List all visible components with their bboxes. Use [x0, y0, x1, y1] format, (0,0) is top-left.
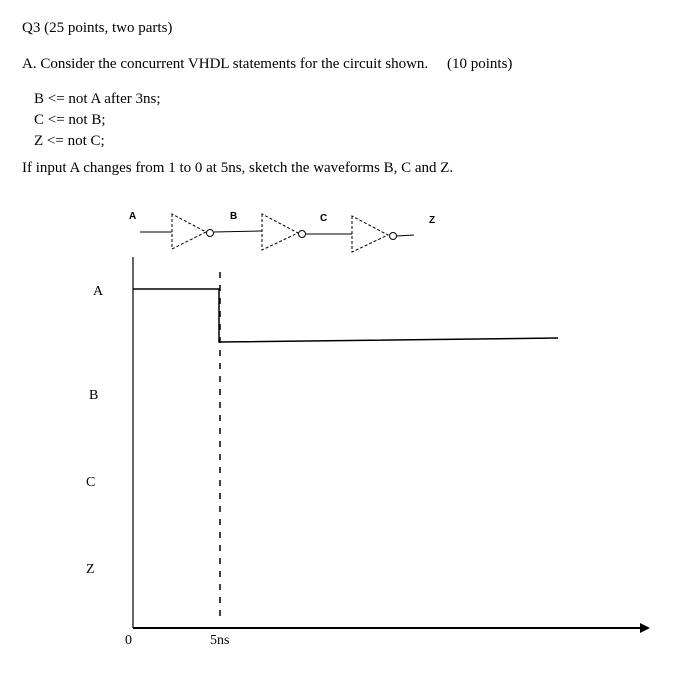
inverter-3 [352, 216, 388, 252]
x-tick-origin: 0 [125, 633, 132, 648]
inverter-3-bubble [390, 233, 397, 240]
circuit-label-c: C [320, 213, 328, 224]
signal-label-c: C [86, 475, 96, 490]
x-axis-arrow-icon [640, 623, 650, 633]
signal-label-b: B [89, 388, 99, 403]
inverter-1-bubble [207, 230, 214, 237]
part-a-text: A. Consider the concurrent VHDL statements for the circuit shown. [22, 56, 429, 72]
waveform-a [133, 289, 558, 342]
circuit-label-b: B [230, 211, 238, 222]
wire-z [397, 235, 414, 236]
vhdl-line: C <= not B; [34, 112, 106, 128]
inverter-circuit [140, 214, 414, 252]
signal-label-z: Z [86, 562, 95, 577]
wire-b [214, 231, 262, 232]
question-heading: Q3 (25 points, two parts) [22, 20, 173, 36]
vhdl-line: B <= not A after 3ns; [34, 91, 161, 107]
vhdl-line: Z <= not C; [34, 133, 105, 149]
x-tick-5ns: 5ns [210, 633, 230, 648]
inverter-2-bubble [299, 231, 306, 238]
inverter-2 [262, 214, 298, 250]
circuit-label-z: Z [429, 215, 436, 226]
inverter-1 [172, 214, 206, 249]
part-a-points: (10 points) [447, 56, 513, 72]
instruction-text: If input A changes from 1 to 0 at 5ns, sketch the waveforms B, C and Z. [22, 160, 454, 176]
signal-label-a: A [93, 284, 104, 299]
circuit-label-a: A [129, 211, 137, 222]
